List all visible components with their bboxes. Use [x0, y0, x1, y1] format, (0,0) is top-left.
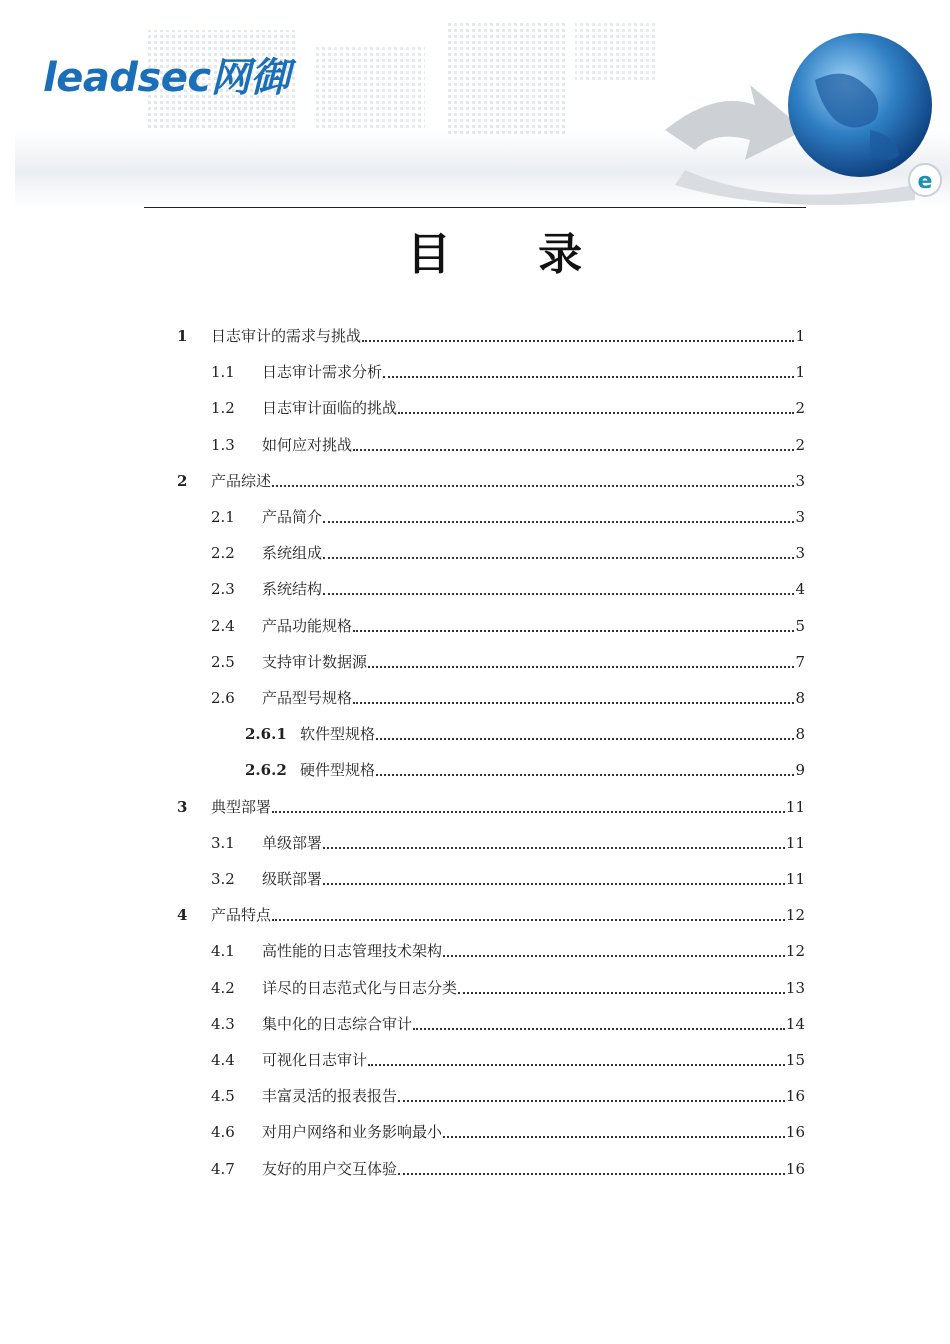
toc-entry-number: 3.2: [211, 870, 235, 888]
toc-entry-page: 16: [785, 1159, 805, 1178]
toc-entry-page: 12: [785, 906, 805, 925]
toc-entry-page: 8: [795, 689, 805, 707]
banner-graphic: [15, 10, 950, 207]
toc-dot-leader: [323, 879, 785, 885]
toc-entry-page: 11: [785, 870, 805, 888]
toc-entry-page: 1: [795, 327, 805, 345]
toc-entry-title: 软件型规格: [300, 725, 376, 744]
toc-entry[interactable]: [211, 431, 805, 455]
toc-entry[interactable]: [245, 756, 805, 780]
toc-entry-page: 1: [795, 363, 805, 382]
toc-entry[interactable]: [211, 575, 805, 599]
toc-entry-page: 11: [785, 833, 805, 852]
toc-entry-page: 12: [785, 942, 805, 961]
toc-entry[interactable]: [211, 1155, 805, 1179]
toc-dot-leader: [353, 445, 794, 451]
toc-entry[interactable]: [211, 937, 805, 961]
toc-entry-page: 7: [795, 652, 805, 671]
toc-entry-number: 2.1: [211, 508, 235, 526]
toc-dot-leader: [353, 698, 794, 704]
toc-entry[interactable]: [211, 612, 805, 636]
header-rule: [144, 207, 806, 208]
toc-entry-page: 3: [795, 508, 805, 526]
toc-entry-number: 2.6.1: [245, 725, 287, 744]
toc-entry-number: 2.3: [211, 580, 235, 599]
toc-entry-number: 4.2: [211, 978, 235, 997]
toc-entry-title: 详尽的日志范式化与日志分类: [262, 978, 458, 997]
toc-entry[interactable]: [211, 974, 805, 998]
toc-entry-number: 2.2: [211, 544, 235, 563]
toc-dot-leader: [272, 481, 794, 487]
toc-entry[interactable]: [211, 539, 805, 563]
toc-entry-title: 典型部署: [211, 797, 272, 816]
toc-dot-leader: [323, 843, 785, 849]
toc-dot-leader: [368, 1060, 785, 1066]
toc-entry-page: 2: [795, 435, 805, 454]
toc-entry[interactable]: [211, 1118, 805, 1142]
toc-dot-leader: [323, 553, 794, 559]
toc-entry[interactable]: [211, 865, 805, 889]
toc-dot-leader: [362, 336, 794, 342]
toc-entry-page: 8: [795, 725, 805, 744]
toc-dot-leader: [398, 408, 794, 414]
toc-entry-page: 3: [795, 471, 805, 490]
toc-entry-title: 可视化日志审计: [262, 1051, 368, 1069]
toc-entry-page: 13: [785, 978, 805, 997]
toc-entry[interactable]: [211, 394, 805, 418]
toc-entry-title: 产品综述: [211, 471, 272, 490]
toc-dot-leader: [413, 1024, 785, 1030]
toc-entry-page: 9: [795, 761, 805, 780]
toc-entry-number: 1.1: [211, 363, 235, 382]
toc-entry-title: 日志审计面临的挑战: [262, 399, 398, 418]
toc-entry-page: 5: [795, 616, 805, 635]
toc-dot-leader: [353, 626, 794, 632]
toc-dot-leader: [368, 662, 794, 668]
toc-entry-title: 日志审计的需求与挑战: [211, 327, 362, 345]
leadsec-logo: leadsec网御: [43, 55, 290, 101]
toc-dot-leader: [376, 734, 794, 740]
toc-entry-number: 4.3: [211, 1014, 235, 1033]
toc-entry-title: 单级部署: [262, 833, 323, 852]
toc-entry[interactable]: [211, 684, 805, 708]
toc-entry-title: 友好的用户交互体验: [262, 1159, 398, 1178]
toc-entry-number: 2: [177, 471, 188, 490]
toc-entry-title: 高性能的日志管理技术架构: [262, 942, 443, 961]
toc-dot-leader: [398, 1169, 785, 1175]
toc-entry-page: 16: [785, 1123, 805, 1142]
toc-entry-number: 4.1: [211, 942, 235, 961]
header-banner: [15, 10, 950, 207]
toc-dot-leader: [443, 1132, 785, 1138]
toc-entry-title: 级联部署: [262, 870, 323, 888]
e-badge-letter: e: [917, 169, 933, 194]
toc-entry[interactable]: [211, 1010, 805, 1034]
toc-entry-title: 如何应对挑战: [262, 435, 353, 454]
toc-dot-leader: [383, 372, 794, 378]
toc-entry-title: 产品型号规格: [262, 689, 353, 707]
toc-entry-title: 产品特点: [211, 906, 272, 925]
toc-entry[interactable]: [211, 829, 805, 853]
toc-entry-title: 硬件型规格: [300, 761, 376, 780]
toc-entry-page: 4: [795, 580, 805, 599]
toc-entry-number: 2.6: [211, 689, 235, 707]
toc-entry-page: 15: [785, 1051, 805, 1069]
toc-entry[interactable]: [177, 322, 805, 346]
toc-entry[interactable]: [211, 1046, 805, 1070]
toc-dot-leader: [323, 517, 794, 523]
toc-entry-number: 1: [177, 327, 188, 345]
toc-entry-title: 对用户网络和业务影响最小: [262, 1123, 443, 1142]
toc-entry-number: 2.4: [211, 616, 235, 635]
toc-entry-title: 支持审计数据源: [262, 652, 368, 671]
toc-entry-title: 日志审计需求分析: [262, 363, 383, 382]
toc-entry-page: 16: [785, 1087, 805, 1106]
toc-entry-title: 集中化的日志综合审计: [262, 1014, 413, 1033]
toc-entry-number: 4.7: [211, 1159, 235, 1178]
toc-entry-number: 2.5: [211, 652, 235, 671]
page-title: 目 录: [406, 229, 619, 280]
toc-entry-number: 4.5: [211, 1087, 235, 1106]
toc-entry-page: 2: [795, 399, 805, 418]
toc-entry-number: 3.1: [211, 833, 235, 852]
toc-entry-page: 14: [785, 1014, 805, 1033]
toc-entry[interactable]: [245, 720, 805, 744]
toc-entry[interactable]: [211, 648, 805, 672]
toc-entry-title: 丰富灵活的报表报告: [262, 1087, 398, 1106]
toc-dot-leader: [458, 988, 785, 994]
toc-entry-number: 4.6: [211, 1123, 235, 1142]
toc-entry[interactable]: [177, 793, 805, 817]
toc-entry-page: 3: [795, 544, 805, 563]
toc-entry-title: 系统组成: [262, 544, 323, 563]
toc-entry-title: 系统结构: [262, 580, 323, 599]
toc-entry-number: 3: [177, 797, 188, 816]
toc-dot-leader: [272, 915, 785, 921]
toc-entry[interactable]: [177, 901, 805, 925]
toc-entry-number: 1.2: [211, 399, 235, 418]
toc-entry[interactable]: [211, 358, 805, 382]
toc-entry-number: 4.4: [211, 1051, 235, 1069]
toc-entry-title: 产品功能规格: [262, 616, 353, 635]
toc-entry[interactable]: [211, 503, 805, 527]
toc-dot-leader: [323, 589, 794, 595]
toc-entry[interactable]: [211, 1082, 805, 1106]
toc-entry-page: 11: [785, 797, 805, 816]
toc-dot-leader: [443, 951, 785, 957]
toc-entry-number: 1.3: [211, 435, 235, 454]
toc-entry-number: 4: [177, 906, 188, 925]
toc-dot-leader: [272, 807, 785, 813]
toc-entry-number: 2.6.2: [245, 761, 287, 780]
toc-dot-leader: [376, 770, 794, 776]
toc-dot-leader: [398, 1096, 785, 1102]
toc-entry-title: 产品简介: [262, 508, 323, 526]
toc-entry[interactable]: [177, 467, 805, 491]
